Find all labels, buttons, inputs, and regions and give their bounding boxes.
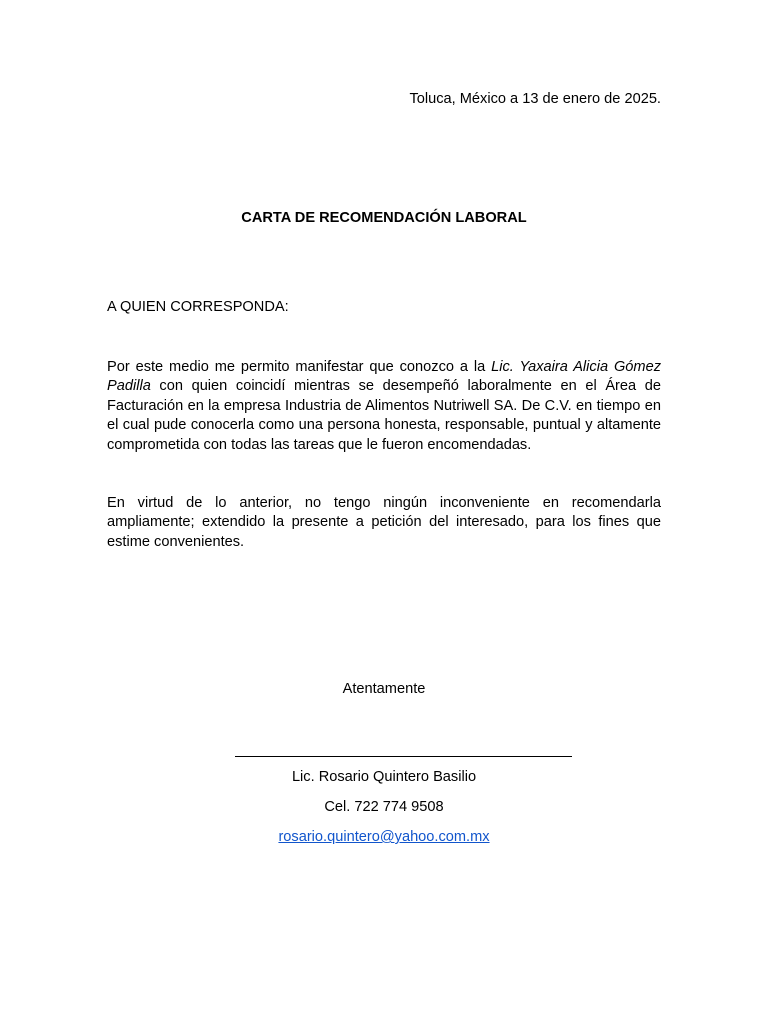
signature-line	[235, 756, 572, 757]
letter-title: CARTA DE RECOMENDACIÓN LABORAL	[241, 210, 527, 226]
closing: Atentamente	[342, 681, 426, 697]
place-date: Toluca, México a 13 de enero de 2025.	[409, 91, 661, 107]
paragraph-1-intro: Por este medio me permito manifestar que conozco a la	[107, 359, 492, 375]
salutation: A QUIEN CORRESPONDA:	[107, 299, 289, 315]
signer-email-link[interactable]: rosario.quintero@yahoo.com.mx	[278, 829, 490, 845]
paragraph-2: En virtud de lo anterior, no tengo ningún inconveniente en recomendarla ampliamente; extendido la presente a petición del interesado, para los fines que estime convenientes.	[107, 495, 661, 550]
signer-phone: Cel. 722 774 9508	[324, 799, 444, 815]
signer-name: Lic. Rosario Quintero Basilio	[291, 769, 477, 785]
paragraph-1-body: con quien coincidí mientras se desempeñó laboralmente en el Área de Facturación en la empresa Industria de Alimentos Nutriwell SA. De C.V. en tiempo en el cual pude conocerla como una persona honesta, responsable, puntual y altamente comprometida con todas las tareas que le fueron encomendadas.	[107, 378, 661, 453]
signer-email-container	[0, 829, 768, 845]
recommended-person-name: Lic. Yaxaira Alicia Gómez Padilla	[107, 359, 661, 395]
paragraph-1	[107, 358, 661, 455]
